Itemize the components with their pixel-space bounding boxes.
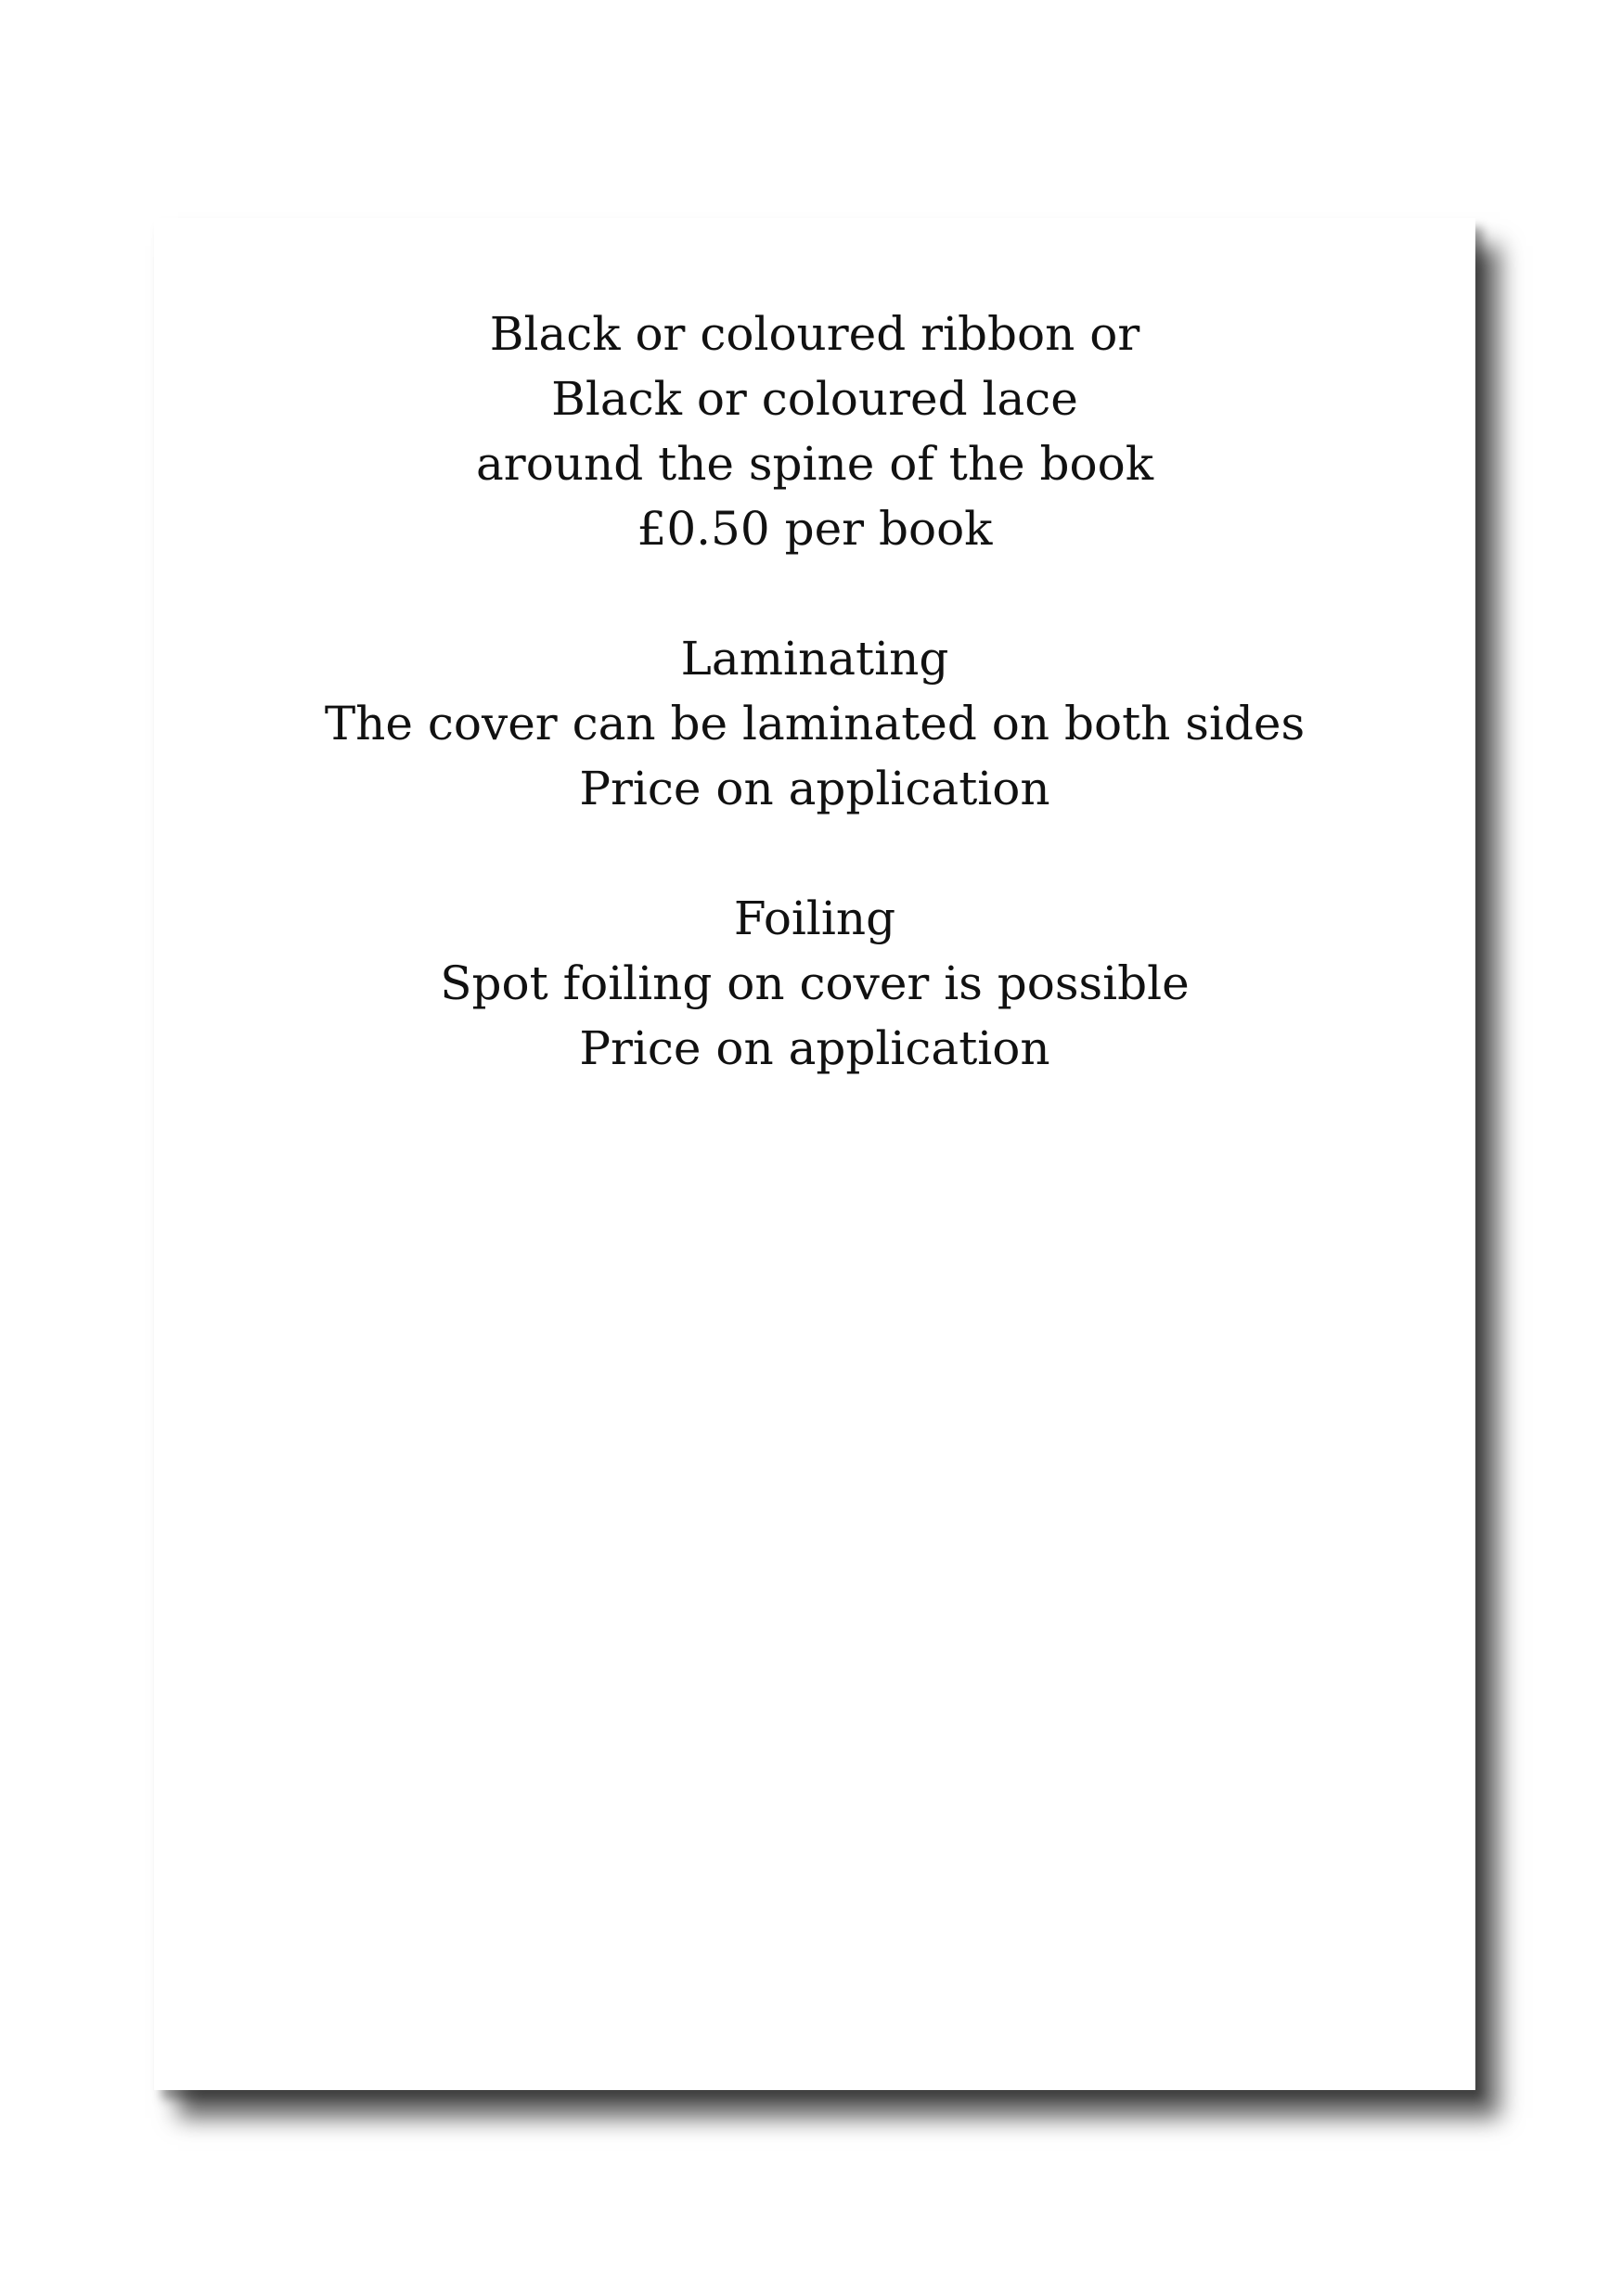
ribbon-lace-section [154, 301, 1475, 561]
ribbon-option-text: Black or coloured ribbon or [489, 307, 1140, 361]
foiling-price: Price on application [579, 1021, 1050, 1075]
laminating-price: Price on application [579, 762, 1050, 815]
ribbon-lace-price: £0.50 per book [637, 502, 993, 556]
lace-option-text: Black or coloured lace [551, 372, 1078, 426]
page-content [154, 301, 1475, 1081]
foiling-section [154, 886, 1475, 1081]
spine-placement-text: around the spine of the book [475, 437, 1154, 491]
foiling-description: Spot foiling on cover is possible [440, 956, 1190, 1010]
laminating-heading: Laminating [680, 632, 949, 686]
laminating-description: The cover can be laminated on both sides [324, 697, 1306, 750]
foiling-heading: Foiling [733, 891, 896, 945]
laminating-section [154, 626, 1475, 821]
document-page [154, 218, 1475, 2090]
